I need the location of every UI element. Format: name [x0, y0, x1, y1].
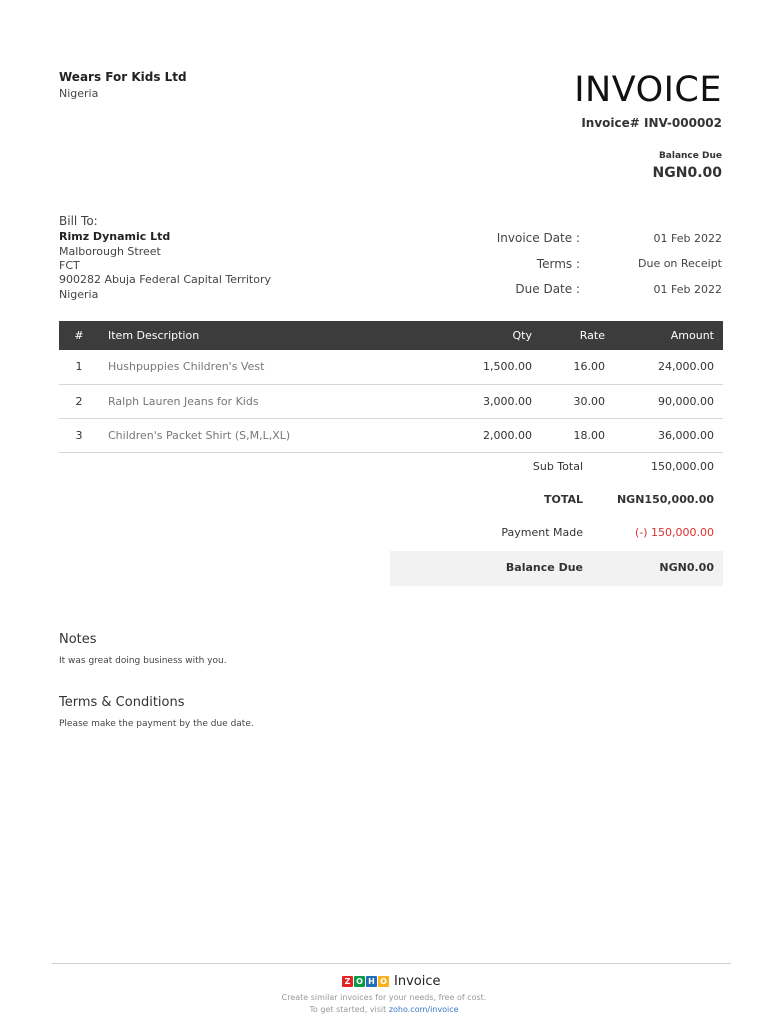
due-date-value: 01 Feb 2022: [653, 283, 722, 296]
terms-row: [440, 257, 722, 275]
footer-line-1: Create similar invoices for your needs, free of cost.: [281, 993, 487, 1002]
row-description: Ralph Lauren Jeans for Kids: [108, 394, 259, 408]
zoho-invoice-link[interactable]: zoho.com/invoice: [388, 1005, 459, 1014]
zoho-letter: O: [354, 976, 365, 987]
payment-made-label: Payment Made: [501, 526, 583, 539]
due-date-row: [440, 282, 722, 300]
payment-made-row: [390, 516, 723, 551]
payment-made-value: (-) 150,000.00: [634, 526, 714, 539]
header-amount: Amount: [670, 329, 714, 342]
address-line: Malborough Street: [59, 245, 161, 258]
zoho-letter: Z: [342, 976, 353, 987]
row-num: 3: [75, 428, 83, 442]
row-rate: 18.00: [573, 428, 605, 442]
company-country: Nigeria: [59, 87, 99, 100]
row-description: Hushpuppies Children's Vest: [108, 360, 265, 374]
row-qty: 1,500.00: [483, 360, 532, 374]
zoho-logo-icon: [342, 976, 389, 987]
balance-due-total-value: NGN0.00: [659, 561, 714, 574]
header-description: Item Description: [108, 329, 200, 342]
terms-title: Terms & Conditions: [59, 695, 185, 710]
table-row: [59, 418, 723, 452]
footer-divider: [52, 963, 731, 964]
row-amount: 90,000.00: [658, 394, 714, 408]
header-num: #: [74, 329, 84, 342]
row-amount: 24,000.00: [658, 360, 714, 374]
invoice-title: INVOICE: [574, 70, 722, 110]
header-qty: Qty: [512, 329, 532, 342]
terms-label: Terms :: [536, 257, 580, 271]
terms-value: Due on Receipt: [638, 257, 722, 270]
row-qty: 3,000.00: [483, 394, 532, 408]
table-header-row: [59, 321, 723, 350]
sub-total-row: [390, 450, 723, 485]
invoice-number: Invoice# INV-000002: [581, 116, 722, 130]
header-rate: Rate: [579, 329, 605, 342]
zoho-letter: O: [378, 976, 389, 987]
table-row: [59, 384, 723, 418]
notes-title: Notes: [59, 632, 97, 647]
row-num: 2: [75, 394, 83, 408]
balance-due-total-label: Balance Due: [505, 561, 583, 574]
zoho-invoice-logo[interactable]: [342, 974, 440, 989]
notes-text: It was great doing business with you.: [59, 656, 227, 666]
due-date-label: Due Date :: [515, 282, 580, 296]
table-row: [59, 350, 723, 384]
client-name: Rimz Dynamic Ltd: [59, 230, 171, 243]
row-qty: 2,000.00: [483, 428, 532, 442]
total-row: [390, 483, 723, 518]
terms-text: Please make the payment by the due date.: [59, 719, 254, 729]
balance-due-value: NGN0.00: [652, 165, 722, 181]
row-num: 1: [75, 360, 83, 374]
sub-total-value: 150,000.00: [651, 460, 714, 473]
row-amount: 36,000.00: [658, 428, 714, 442]
invoice-date-row: [440, 231, 722, 249]
items-table: [59, 321, 723, 453]
total-value: NGN150,000.00: [616, 493, 714, 506]
footer-line-2: [0, 1005, 768, 1014]
address-line: FCT: [59, 259, 80, 272]
zoho-letter: H: [366, 976, 377, 987]
company-name: Wears For Kids Ltd: [59, 70, 187, 84]
bill-to-label: Bill To:: [59, 214, 98, 228]
balance-due-row: [390, 551, 723, 586]
invoice-date-value: 01 Feb 2022: [653, 232, 722, 245]
total-label: TOTAL: [543, 493, 583, 506]
row-description: Children's Packet Shirt (S,M,L,XL): [108, 428, 291, 442]
footer-line-2-prefix: To get started, visit: [309, 1005, 389, 1014]
zoho-brand-text: Invoice: [394, 974, 441, 989]
balance-due-label: Balance Due: [658, 151, 722, 161]
row-rate: 30.00: [573, 394, 605, 408]
row-rate: 16.00: [573, 360, 605, 374]
invoice-date-label: Invoice Date :: [496, 231, 580, 245]
address-line: Nigeria: [59, 288, 99, 301]
address-line: 900282 Abuja Federal Capital Territory: [59, 273, 271, 286]
sub-total-label: Sub Total: [532, 460, 583, 473]
